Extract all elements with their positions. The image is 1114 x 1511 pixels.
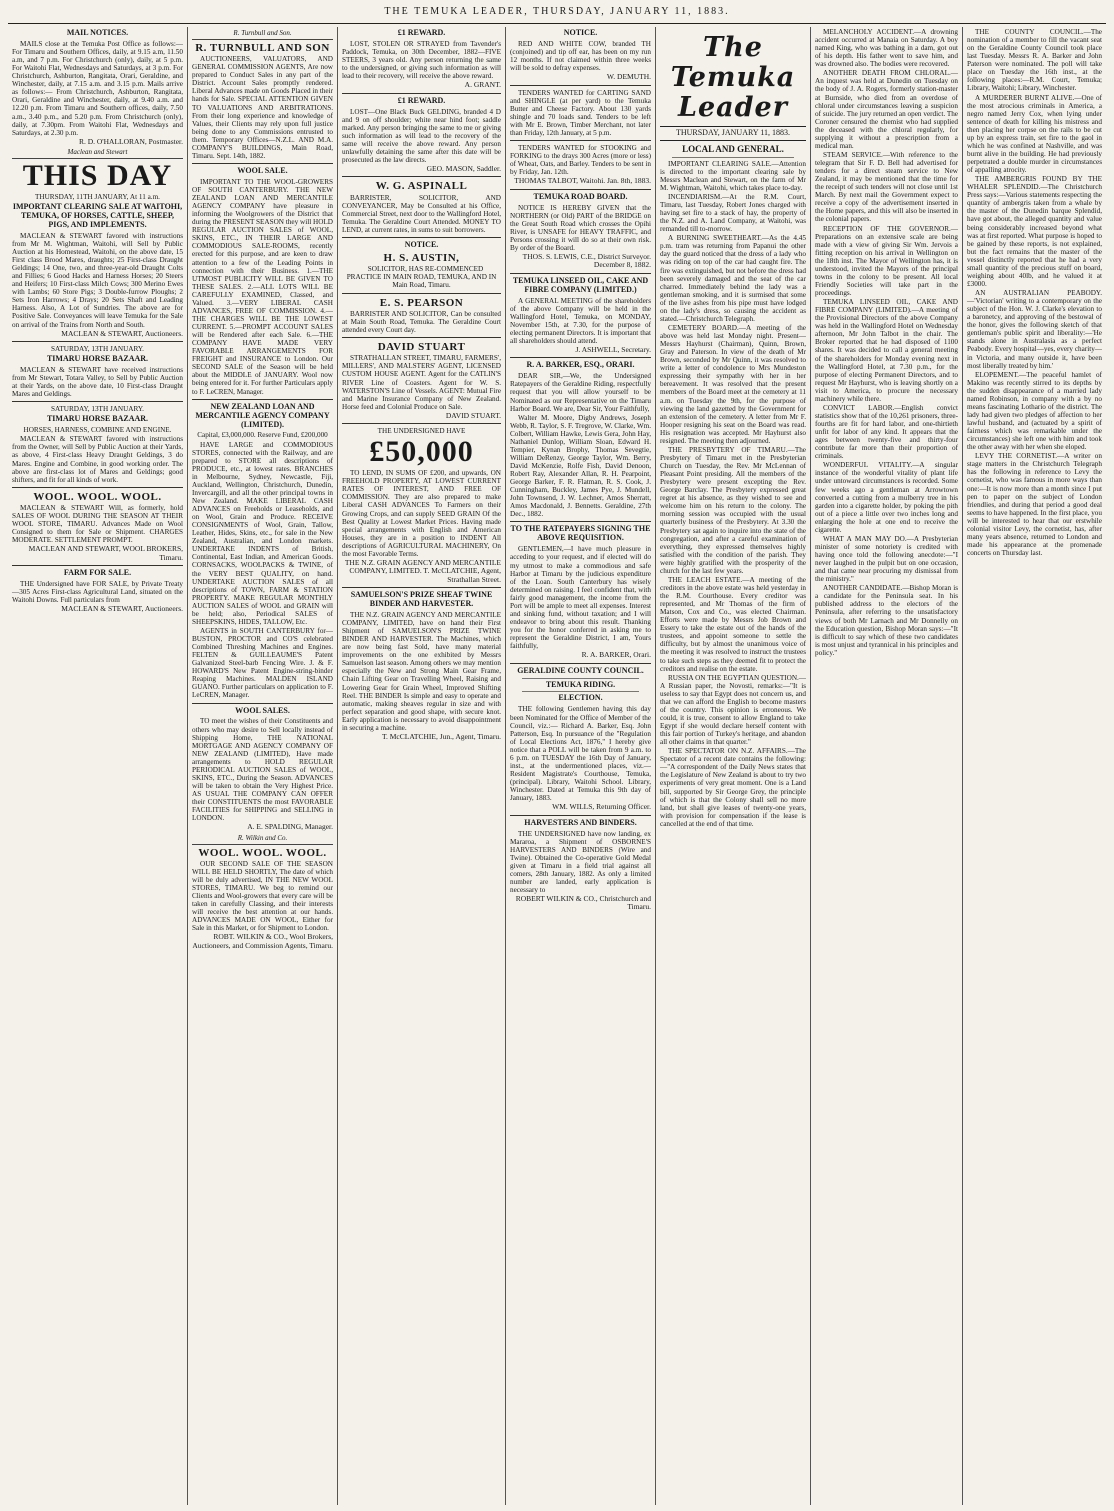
cow-notice-text: RED AND WHITE COW, branded TH (conjoined) and tip off ear, has been on my run 12 months. If not claimed within three weeks will be sold to defray expenses. [510, 39, 651, 73]
barker-names: Walter M. Moore, Digby Andrews, Joseph Webb, R. Taylor, S. F. Tregrove, W. Clarke, Wm. Colbert, William Hawke, Lewis Gera, John Hay, Nathaniel Dunlop, William Sloan, Edward H. Tempier, Kynan Brophy, Thomas Sevegtie, William DeRenzy, George Taylor, Wm. Berry, David McKenzie, Rolfe Fish, David Denoon, Robert Ray, Alexander Allan, R. H. Pearpoint, George Barker, F. R. Flatman, R. S. Cook, J. Cunningham, Buckley, James Pye, J. Mundell, John Townsend, J. W. Lechner, Amos Sherratt, Amos Macdonald, J. Bennetts. Geraldine, 27th Dec., 1882. [510, 413, 651, 519]
samuelson-signature: T. McCLATCHIE, Jun., Agent, Timaru. [381, 731, 501, 741]
linseed-text: A GENERAL MEETING of the shareholders of the above Company will be held in the Wallingford Hotel, Temuka, on MONDAY, November 15th, at 7.30, for the purpose of electing permanent Directors. It is important that all shareholders should attend. [510, 296, 651, 345]
column-1 [8, 27, 188, 1505]
mail-notices-text: MAILS close at the Temuka Post Office as follows:— For Timaru and Southern Offices, daily, at 9.15 a.m, 11.50 a.m, and 7 p.m. For Christchurch (only), daily, at 5 p.m. For Waitohi Flat, Wednesdays and Saturdays, at 3 p.m. For Christchurch, Ashburton, Rangitata, Orari, Geraldine, and Winchester, daily, at 7.15 a.m. and 3.15 p.m. Mails arrive as follows:— From Christchurch, Ashburton, Rangitata, Orari, Geraldine and Winchester, daily, at 9.40 a.m. and 12.20 p.m. From Timaru and Southern offices, daily, 7.50 a.m., 3.40 p.m., and 5.20 p.m. From Christchurch (only), daily, at 7.30pm. From Waitohi Flat, Wednesdays and Saturdays, at 2.30 p.m. [12, 39, 183, 137]
notice-title: NOTICE. [404, 240, 439, 250]
clearing-sale-signature: MACLEAN & STEWART, Auctioneers. [61, 328, 183, 338]
article-paragraph: WONDERFUL VITALITY.—A singular instance of the wonderful vitality of plant life under untoward circumstances is recorded. Some few weeks ago a gentleman at Arrowtown converted a cutting from a mulberry tree in his garden into a cigarette holder, by poking the pith out of a piece a little over two inches long and enlarging the hole at one end to receive the cigarette. [815, 461, 958, 534]
reward-1-text: LOST, STOLEN OR STRAYED from Tavender's Paddock, Temuka, on 30th December, 1882—FIVE STEERS, 3 years old. Any person returning the same to the undersigned, or giving such information as will lead to their recovery, will receive the above reward. [342, 39, 501, 81]
austin-text: SOLICITOR, HAS RE-COMMENCED PRACTICE IN MAIN ROAD, TEMUKA, AND IN Main Road, Timaru. [346, 265, 497, 290]
cow-notice-title: NOTICE. [563, 28, 598, 37]
stuart-signature: DAVID STUART. [445, 410, 501, 420]
ratepayers-title: TO THE RATEPAYERS SIGNING THE ABOVE REQUISITION. [510, 524, 651, 543]
article-paragraph: MELANCHOLY ACCIDENT.—A drowning accident occurred at Manaia on Saturday. A boy named King, who was bathing in a dam, got out of his depth. His father went to save him, and was drowned also. The bodies were recovered. [815, 28, 958, 69]
tenders-2-text: TENDERS WANTED for STOOKING and FORKING to the drays 300 Acres (more or less) of Wheat, Oats, and Barley. Tenders to be sent in by Friday, Jan. 12th. [510, 143, 651, 177]
samuelson-text: THE N.Z. GRAIN AGENCY AND MERCANTILE COMPANY, LIMITED, have on hand their First Shipment of SAMUELSON'S PRIZE TWINE BINDER AND HARVESTER. The Machines, which are now being fast Sold, have many material improvements on the one exhibited by Messrs Samuelson last season. Among others we may mention especially the New and Strong Main Gear Frame, Chain Lifting Gear on Travelling Wheel, Raising and Lowering Gear for Grain Wheel, Improved Shifting Reel. THE BINDER Is simple and easy to operate and automatic, making sheaves regular in size and with perfect separation and good shape, with secure knot. Early application is necessary to avoid disappointment in securing a machine. [342, 610, 501, 732]
reward-1-signature: A. GRANT. [464, 80, 501, 90]
article-paragraph: ANOTHER DEATH FROM CHLORAL.—An inquest was held at Dunedin on Tuesday on the body of J. A. Rogers, formerly station-master at Burnside, who died from an overdose of chloral under circumstances leaving a suspicion of suicide. The jury returned an open verdict. The Coroner censured the chemist who had supplied the deceased with the chloral regularly, for supplying it without a prescription from a medical man. [815, 69, 958, 150]
harvesters-title: HARVESTERS AND BINDERS. [524, 817, 637, 827]
road-board-title: TEMUKA ROAD BOARD. [533, 191, 628, 201]
reward-2-signature: GEO. MASON, Saddler. [426, 164, 501, 174]
saturday-date-1: SATURDAY, 13TH JANUARY. [51, 344, 144, 353]
sale-date: THURSDAY, 11TH JANUARY, At 11 a.m. [35, 192, 160, 201]
saturday-date-2: SATURDAY, 13TH JANUARY. [51, 405, 144, 414]
article-paragraph: A BURNING SWEETHEART.—As the 4.45 p.m. tram was returning from Papanui the other day the guard noticed that the dress of a lady who was riding on top of the car had caught fire. The fire was extinguished, but not before the dress had been severely damaged and the seat of the car charred. Immediately behind the lady was a gentleman smoking, and it is surmised that some of the live ashes from his pipe must have lodged on the lady's dress, so causing the accident as stated.—Christchurch Telegraph. [660, 234, 806, 323]
samuelson-title: SAMUELSON'S PRIZE SHEAF TWINE BINDER AND HARVESTER. [350, 590, 493, 609]
wool-sales-text: TO meet the wishes of their Constituents and others who may desire to Sell locally instead of Shipping Home, THE NATIONAL MORTGAGE AND AGENCY COMPANY OF NEW ZEALAND (LIMITED), Have made arrangements to HOLD REGULAR PERIODICAL AUCTION SALES of WOOL, SKINS, ETC., During the Season. ADVANCES will be taken to obtain the Very Highest Price. AS USUAL THE COMPANY CAN OFFER their CONSTITUENTS the most FAVORABLE FACILITIES for SHIPPING and SELLING in LONDON. [192, 717, 333, 823]
horse-bazaar-text-1: MACLEAN & STEWART have received instructions from Mr Stewart, Totara Valley, to Sell by Public Auction at their Yards, on the above date, 10 First-class Draught Mares and Geldings. [12, 366, 183, 399]
tenders-1-text: TENDERS WANTED for CARTING SAND and SHINGLE (at per yard) to the Temuka Butter and Cheese Factory. About 130 yards shingle and 70 loads sand. Tenders to be left with Mr E. Brown, Timber Merchant, not later than Friday, 12th January, at 5 p.m. [510, 88, 651, 137]
article-paragraph: A MURDERER BURNT ALIVE.—One of the most atrocious criminals in America, a negro named Jerry Cox, when lying under sentence of death for killing his mistress and then placing her corpse on the rails to be cut up by an express train, set fire to the gaol in which he was confined at Nashville, and was burnt alive in the building. He had previously perpetrated a double murder in circumstances of appalling atrocity. [967, 93, 1102, 175]
barker-text: DEAR SIR,—We, the Undersigned Ratepayers of the Geraldine Riding, respectfully request that you will allow yourself to be Nominated as our Representative on the Timaru Harbor Board. We are, Dear Sir, Your Faithfully, [510, 372, 651, 413]
wool-sales-signature: A. E. SPALDING, Manager. [247, 822, 333, 832]
article-paragraph: THE AMBERGRIS FOUND BY THE WHALER SPLENDID.—The Christchurch Press says:—Various statements respecting the quantity of ambergris taken from a whale by the master of the Dunedin barque Splendid, have got about, the alleged quantity and value being considerably increased beyond what was at first reported. What purpose is hoped to be gained by these reports, is not explained, but the fact remains that the master of the vessel distinctly reported that he had a very small quantity of the precious stuff on board, weighing about 40lb, and he valued it at £3000. [967, 175, 1102, 288]
wool-text: MACLEAN & STEWART Will, as formerly, hold SALES OF WOOL DURING THE SEASON AT THEIR WOOL STORE, TIMARU. Advances Made on Wool Consigned to them for Sale or Shipment. CHARGES MODERATE. SETTLEMENT PROMPT. [12, 504, 183, 545]
masthead-date: THURSDAY, JANUARY 11, 1883. [660, 126, 806, 141]
harvesters-text: THE UNDERSIGNED have now landing, ex Mararoa, a Shipment of OSBORNE'S HARVESTERS AND BINDERS (Wire and Twine). Obtained the Co-operative Gold Medal given at Timaru in a field trial against all comers, 28th January, 1882. As only a limited number are landed, early application is necessary to [510, 829, 651, 894]
article-paragraph: THE COUNTY COUNCIL.—The nomination of a member to fill the vacant seat on the Geraldine County Council took place last Tuesday. Messrs R. A. Barker and John Paterson were nominated. The poll will take place on Tuesday the 16th inst., at the following places:—R.M. Court, Temuka; Library, Waitohi; Library, Winchester. [967, 28, 1102, 93]
article-paragraph: TEMUKA LINSEED OIL, CAKE AND FIBRE COMPANY (LIMITED).—A meeting of the Provisional Directors of the above Company was held in the Wallingford Hotel on Wednesday afternoon, Mr John Talbot in the chair. The Broker reported that he had disposed of 1100 shares. It was decided to call a general meeting of the shareholders for Monday evening next in the Wallingford Hotel, at 7.30 p.m., for the purpose of electing Permanent Directors, and to request Mr Hayhurst, who is leaving shortly on a visit to America, to procure the necessary machinery while there. [815, 298, 958, 403]
agents-text: AGENTS in SOUTH CANTERBURY for—BUSTON, PROCTOR and CO'S celebrated Combined Threshing Machines and Engines. FELTEN & GUILLEAUME'S Patent Galvanized Steel-barb Fencing Wire. J. & F. HOWARD'S New Patent Engine-string-binder Reaping Machines. MALDEN ISLAND GUANO. Further particulars on application to F. LeCREN, Manager. [192, 626, 333, 700]
ratepayers-text: GENTLEMEN,—I have much pleasure in acceding to your request, and if elected will do my utmost to make a commodious and safe Harbor at Timaru by the judicious expenditure of the Loan. South Canterbury has wisely determined on raising. I feel confident that, with fairly good management, the income from the Port will be ample to meet all expenses. Interest and sinking fund, without taxation; and I will endeavor to bring about this result. Thanking you for the honor conferred in asking me to represent the Geraldine District, I am, Yours faithfully, [510, 545, 651, 651]
reward-2-text: LOST—One Black Buck GELDING, branded 4 D and 9 on off shoulder; white near hind foot; saddle marked. Any person bringing the same to me or giving such information as will lead to the recovery of the same will receive the above reward. Any person unlawfully detaining the same after this date will be prosecuted as the law directs. [342, 107, 501, 164]
local-general-heading: LOCAL AND GENERAL. [682, 143, 784, 154]
wilkin-text: OUR SECOND SALE OF THE SEASON WILL BE HELD SHORTLY, The date of which will be duly advertised, IN THE NEW WOOL STORES, TIMARU. We beg to remind our Clients and Wool-growers that every care will be taken in carefully Classing, and their interests will receive the best attention at our hands. ADVANCES MADE ON WOOL, Either for Sale in this Market, or for Shipment to London. [192, 859, 333, 933]
farm-sale-signature: MACLEAN & STEWART, Auctioneers. [61, 604, 183, 614]
road-board-signature: THOS. S. LEWIS, C.E., District Surveyor. December 8, 1882. [522, 251, 651, 270]
road-board-text: NOTICE IS HEREBY GIVEN that the NORTHERN (or Old) PART of the BRIDGE on the Great South Road which crosses the Opihi River, is UNSAFE for HEAVY TRAFFIC, and Persons crossing it will do so at their own risk. By order of the Board. [510, 203, 651, 252]
election-signature: WM. WILLS, Returning Officer. [552, 802, 651, 812]
tenders-2-signature: THOMAS TALBOT, Waitohi. Jan. 8th, 1883. [514, 176, 651, 186]
article-paragraph: LEVY THE CORNETIST.—A writer on stage matters in the Christchurch Telegraph has the following in reference to Levy the cornetist, who was famous in more ways than one:—It is now more than a month since I put pen to paper on the subject of London friendlies, and during that period a good deal seems to have happened. In the first place, you will be interested to hear that our erstwhile colonial visitor Levy, the cornetist, has, after many years absence, returned to London and made his appearance at the promenade concerts on Thursday last. [967, 452, 1102, 557]
article-paragraph: ELOPEMENT.—The peaceful hamlet of Makino was recently stirred to its depths by the sudden disappearance of a married lady named Robinson, in company with a by no means fascinating Lothario of the district. The lady had given two pledges of affection to her lawful husband, and (actuated by a spirit of fairness which was remarkable under the circumstances) she left one with him and took the other away with her when she eloped. [967, 370, 1102, 452]
column-4 [506, 27, 656, 1505]
ratepayers-signature: R. A. BARKER, Orari. [581, 650, 651, 660]
article-paragraph: THE LEACH ESTATE.—A meeting of the creditors in the above estate was held yesterday in the R.M. Courthouse. Every creditor was represented, and Mr Thomas of the firm of Matson, Cox and Co., was elected Chairman. Efforts were made by Messrs Job Brown and Essery to take the estate out of the hands of the trustees, and appoint someone to settle the difficulty, but by almost the unanimous voice of the meeting it was resolved to instruct the trustees to take such steps as they deemed fit to protect the creditors and realise on the estate. [660, 575, 806, 673]
horse-bazaar-text-2: MACLEAN & STEWART favored with instructions from the Owner, will Sell by Public Auction at their Yards, as above, 4 First-class Heavy Draught Geldings, 3 do Mares. Engine and Combine, in good working order. The above are first-class lot of Mares and Geldings; good shifters, and fit for all kinds of work. [12, 435, 183, 484]
article-paragraph: RUSSIA ON THE EGYPTIAN QUESTION.—A Russian paper, the Novosti, remarks:—"It is useless to say that Egypt does not concern us, and that we can afford the English to become masters of the country. This opinion is erroneous. We could, it is true, consent to allow England to take Egypt if she would declare herself content with this fair portion of Turkey's heritage, and abandon all other claims in that quarter." [660, 673, 806, 747]
loan-text: TO LEND, IN SUMS OF £200, and upwards, ON FREEHOLD PROPERTY, AT LOWEST CURRENT RATES OF INTEREST, AND FREE OF COMMISSION. They are also prepared to make Liberal CASH ADVANCES To Farmers on their Growing Crops, and can supply SEED GRAIN Of the Best Quality at Lowest Market Prices. Having made special arrangements with English and American Houses, they are in a position to INDENT All descriptions of AGRICULTURAL MACHINERY, On the most Favorable Terms. [342, 469, 501, 558]
columns [8, 27, 1106, 1505]
farm-sale-text: THE Undersigned have FOR SALE, by Private Treaty—305 Acres First-class Agricultural Land, situated on the Waitohi Downs. Full particulars from [12, 580, 183, 605]
column-3 [338, 27, 506, 1505]
running-head: THE TEMUKA LEADER, THURSDAY, JANUARY 11, 1883. [8, 6, 1106, 24]
wilkin-banner: WOOL. WOOL. WOOL. [198, 846, 327, 859]
nz-loan-capital: Capital, £3,000,000. Reserve Fund, £200,000 [197, 431, 328, 440]
loan-amount: £50,000 [369, 435, 474, 469]
harvesters-signature: ROBERT WILKIN & CO., Christchurch and Timaru. [515, 894, 651, 912]
column-7 [963, 27, 1106, 1505]
article-paragraph: THE PRESBYTERY OF TIMARU.—The Presbytery of Timaru met in the Presbyterian Church on Tuesday, the Rev. Mr McLennan of Pleasant Point presiding. All the members of the Presbytery were present excepting the Rev. George Barclay. The Presbytery expressed great regret at his absence, as they wished to see and welcome him on his return to the colony. The morning session was occupied with the usual quarterly business of the Presbytery. At 3.30 the Presbytery sat again to inquire into the state of the congregation, and after a careful examination of everything, they expressed themselves highly satisfied with the condition of the parish. They were highly gratified with the prosperity of the church for the last few years. [660, 445, 806, 575]
turnbull-text: AUCTIONEERS, VALUATORS, AND GENERAL COMMISSION AGENTS, Are now prepared to Conduct Sales in any part of the District. Account Sales promptly rendered. Liberal Advances made on Goods Placed in their hands for Sale. SPECIAL ATTENTION GIVEN TO VALUATIONS AND ARBITRATIONS. From their long experience and knowledge of Values, their Clients may rely upon full justice being done to any Commissions entrusted to them. Temporary Offices—N.Z.L. AND M.A. COMPANY'S BUILDINGS, Main Road, Timaru. Sept. 14th, 1882. [192, 55, 333, 160]
clearing-sale-title: IMPORTANT CLEARING SALE AT WAITOHI, TEMUKA, OF HORSES, CATTLE, SHEEP, PIGS, AND IMPLEMENTS. [12, 201, 183, 229]
wool-signature: MACLEAN AND STEWART, WOOL BROKERS, Timaru. [28, 544, 183, 562]
farm-sale-title: FARM FOR SALE. [63, 568, 132, 578]
wool-sales-title: WOOL SALES. [235, 705, 290, 715]
austin-name: H. S. AUSTIN, [383, 252, 460, 265]
column-6 [811, 27, 963, 1505]
election-title: ELECTION. [558, 693, 603, 703]
pearson-name: E. S. PEARSON [379, 296, 464, 309]
article-paragraph: THE SPECTATOR ON N.Z. AFFAIRS.—The Spectator of a recent date contains the following:—"A correspondent of the Daily News states that the Legislature of New Zealand is about to try two experiments of very great moment. One is a Land bill, supported by Sir George Grey, the principle of which is that the Colony shall sell no more land, but shall give leases of twenty-one years, with provision for compensation if the lease is cancelled at the end of that time. [660, 747, 806, 828]
stuart-name: DAVID STUART [377, 341, 466, 354]
article-paragraph: CONVICT LABOR.—English convict statistics show that of the 10,261 prisoners, three-fourths are fit for hard labor, and one-thirtieth unfit for labor of any kind. It appears that the ages between twenty-five and thirty-four contribute far more than their proportion of criminals. [815, 403, 958, 461]
horse-bazaar-title-1: TIMARU HORSE BAZAAR. [46, 354, 149, 364]
aspinall-text: BARRISTER, SOLICITOR, AND CONVEYANCER, May be Consulted at his Office, Commercial Street, next door to the Wallingford Hotel, Temuka. The Geraldine Court Attended. MONEY TO LEND, at current rates, in sums to suit borrowers. [342, 193, 501, 234]
election-text: THE following Gentlemen having this day been Nominated for the Office of Member of the Council, viz.:— Richard A. Barker, Esq. John Patterson, Esq. In pursuance of the "Regulation of Local Elections Act, 1876," I hereby give notice that a POLL will be taken from 9 a.m. to 6 p.m. on TUESDAY the 16th Day of January, inst., at the undermentioned places, viz.— Resident Magistrate's Courthouse, Temuka, (principal). Library, Waitohi School. Library, Winchester. Dated at Temuka this 9th day of January, 1883. [510, 705, 651, 803]
this-day-heading: THIS DAY [22, 158, 173, 192]
wilkin-signature: ROBT. WILKIN & CO., Wool Brokers, Auctioneers, and Commission Agents, Timaru. [192, 932, 333, 950]
article-paragraph: CEMETERY BOARD.—A meeting of the above was held last Monday night. Present—Messrs Hayhurst (Chairman), Quinn, Brown, Gray and Paterson. In view of the death of Mr Brown, seconded by Mr Quinn, it was resolved to write a letter of condolence to Mrs Mundeston expressing their sympathy with her in her bereavement. It was resolved that the present members of the Board meet at the cemetery at 11 a.m. on Tuesday the 9th, for the purpose of viewing the land gazetted by the Government for an extension of the cemetery. A letter from Mr F. Hooper resigning his seat on the Board was read. His resignation was accepted. Mr Hayhurst also resigned. The meeting then adjourned. [660, 323, 806, 445]
clearing-sale-text: MACLEAN & STEWART favored with instructions from Mr M. Wightman, Waitohi, will Sell by Public Auction at his Homestead, Waitohi, on the above date, 15 First class Brood Mares, draughts; 25 First-class Draught Geldings; 14 One, two, and three-year-old Draught Colts and Fillies; 6 Good Hacks and Harness Horses; 20 Steers and Heifers; 10 First-class Milch Cows; 300 Merino Ewes with Lambs; 60 Store Pigs; 3 Double-furrow Ploughs; 2 Sets Iron Harrows; 4 Drays; 20 Sets Shaft and Leading Harness. Also, A Lot of Sundries. The above are for Positive Sale. Conveyances will leave Temuka for the Sale on arrival of the Trains from North and South. [12, 231, 183, 329]
nz-loan-title: NEW ZEALAND LOAN AND MERCANTILE AGENCY COMPANY (LIMITED). [195, 401, 330, 429]
turnbull-label: R. Turnbull and Son. [192, 30, 333, 40]
article-paragraph: INCENDIARISM.—At the R.M. Court, Timaru, last Tuesday, Robert Jones charged with having set fire to a stack of hay, the property of the N.Z. and A. Land Company, at Waitohi, was remanded till to-morrow. [660, 192, 806, 234]
loan-intro: THE UNDERSIGNED HAVE [377, 427, 466, 436]
linseed-signature: J. ASHWELL, Secretary. [575, 345, 651, 354]
column-2 [188, 27, 338, 1505]
linseed-title: TEMUKA LINSEED OIL, CAKE AND FIBRE COMPANY (LIMITED.) [512, 275, 649, 294]
maclean-label: Maclean and Stewart [12, 149, 183, 159]
county-council-title: GERALDINE COUNTY COUNCIL. [517, 665, 644, 675]
mail-notices-signature: R. D. O'HALLORAN, Postmaster. [78, 136, 183, 146]
riding-title: TEMUKA RIDING. [545, 679, 616, 689]
article-paragraph: IMPORTANT CLEARING SALE.—Attention is directed to the important clearing sale by Messrs Maclean and Stewart, on the farm of Mr M. Wightman, Waitohi, which takes place to-day. [660, 159, 806, 192]
wilkin-label: R. Wilkin and Co. [192, 835, 333, 845]
article-paragraph: ANOTHER CANDIDATE.—Bishop Moran is a candidate for the Peninsula seat. In his published address to the electors of the Peninsula, after referring to the unsatisfactory views of both Mr Larnach and Mr Donnelly on the Education question, Bishop Moran says:—"It is difficult to say which of these two candidates is most unjust and tyrannical in his principles and policy." [815, 584, 958, 657]
article-paragraph: STEAM SERVICE.—With reference to the telegram that Sir F. D. Bell had advertised for tenders for a direct steam service to New Zealand, it may be mentioned that the time for the receipt of such tenders will not close until 1st March. By next mail the Government expect to receive a copy of the advertisement inserted in the Home papers, and this will also be inserted in the colonial papers. [815, 150, 958, 224]
wool-banner: WOOL. WOOL. WOOL. [33, 490, 162, 503]
stuart-text: STRATHALLAN STREET, TIMARU, FARMERS', MILLERS', AND MALSTERS' AGENT, LICENSED CUSTOM HOUSE AGENT. Agent for the CATLIN'S RIVER Line of Coasters. Agent for W. S. WATERSTON'S Line of Vessels. AGENT: Mutual Fire and Marine Insurance Company of New Zealand. Horse feed and Colonial Produce on Sale. [342, 354, 501, 411]
mail-notices-title: MAIL NOTICES. [66, 28, 129, 37]
reward-1-title: £1 REWARD. [397, 28, 446, 37]
article-paragraph: RECEPTION OF THE GOVERNOR.—Preparations on an extensive scale are being made with a view of giving Sir Wm. Jervois a fitting reception on his arrival in Wellington on the 18th inst. The Mayor of Wellington has, it is understood, invited the Mayors of the principal towns in the colony to be present. All local Friendly Societies will take part in the proceedings. [815, 224, 958, 297]
horse-bazaar-title-2: TIMARU HORSE BAZAAR. [46, 414, 149, 424]
loan-signature: THE N.Z. GRAIN AGENCY AND MERCANTILE COMPANY, LIMITED. T. McCLATCHIE, Agent, Strathallan Street. [344, 557, 501, 584]
column-5 [656, 27, 811, 1505]
horse-bazaar-subtitle-2: HORSES, HARNESS, COMBINE AND ENGINE. [23, 426, 172, 435]
wool-sale-title: WOOL SALE. [237, 165, 288, 175]
barker-title: R. A. BARKER, ESQ., ORARI. [526, 360, 635, 370]
reward-2-title: £1 REWARD. [397, 95, 446, 105]
article-paragraph: WHAT A MAN MAY DO.—A Presbyterian minister of some notoriety is credited with having once told the following anecdote:—"I never laughed in the pulpit but on one occasion, and that came near procuring my dismissal from the ministry." [815, 534, 958, 584]
wool-sale-text: IMPORTANT TO THE WOOL-GROWERS OF SOUTH CANTERBURY. THE NEW ZEALAND LOAN AND MERCANTILE AGENCY COMPANY have pleasure in informing the Woolgrowers of the District that during the PRESENT SEASON they will HOLD REGULAR AUCTION SALES of WOOL, SKINS, ETC., IN THEIR LARGE AND COMMODIOUS SALE-ROOMS, recently erected for this purpose, and are keen to draw attention to a few of the Leading Points in connection with their Business. 1.—THE UTMOST PUBLICITY WILL BE GIVEN TO THESE SALES. 2.—ALL LOTS WILL BE CAREFULLY EXAMINED, Classed, and Valued. 3.—VERY LIBERAL CASH ADVANCES, FREE OF COMMISSION. 4.—THE CHARGES WILL BE THE LOWEST CURRENT. 5.—PROMPT ACCOUNT SALES will be Rendered after each Sale. 6.—THE COMPANY HAVE MADE VERY FAVORABLE ARRANGEMENTS FOR FREIGHT and INSURANCE to London. Our SECOND SALE of the Season will be held about the MIDDLE of JANUARY. Wool now being entered for it. For further Particulars apply to F. LeCREN, Manager. [192, 177, 333, 396]
cow-notice-signature: W. DEMUTH. [606, 72, 651, 82]
pearson-text: BARRISTER AND SOLICITOR, Can be consulted at Main South Road, Temuka. The Geraldine Court attended every Court day. [342, 309, 501, 334]
aspinall-name: W. G. ASPINALL [375, 180, 468, 193]
turnbull-firm: R. TURNBULL AND SON [195, 41, 330, 54]
article-paragraph: AN AUSTRALIAN PEABODY.—'Victorian' writing to a contemporary on the subject of the Hon. W. J. Clarke's elevation to a baronetcy, and approving of the bestowal of the honor, gives the following sketch of that gentleman's public spirit and liberality:—'He stands alone in Australasia as a perfect Peabody. Every hospital—yes, every charity—in Victoria, and many outside it, have been most liberally treated by him.' [967, 289, 1102, 370]
masthead: The Temuka Leader [670, 32, 796, 124]
nz-loan-text: HAVE LARGE and COMMODIOUS STORES, connected with the Railway, and are prepared to STORE all descriptions of PRODUCE, etc., at lowest rates. BRANCHES in Melbourne, Sydney, Newcastle, Fiji, Auckland, Wellington, Christchurch, Dunedin, Invercargill, and all the other principal towns in New Zealand. MAKE LIBERAL CASH ADVANCES on Freeholds or Leaseholds, and on Wool, Grain and Produce. RECEIVE CONSIGNMENTS of Wool, Grain, Tallow, Leather, Hides, Skins, etc., for sale in the New Zealand, Australian, and London markets. UNDERTAKE INDENTS of British, Continental, East Indian, and American Goods. CORNSACKS, WOOLPACKS & TWINE, of the VERY BEST QUALITY, on hand. UNDERTAKE AUCTION SALES of all descriptions of TOWN, FARM & STATION PROPERTY. MAKE REGULAR MONTHLY AUCTION SALES of WOOL and GRAIN will be held; also, Periodical SALES of SHEEPSKINS, HIDES, TALLOW, Etc. [192, 440, 333, 626]
